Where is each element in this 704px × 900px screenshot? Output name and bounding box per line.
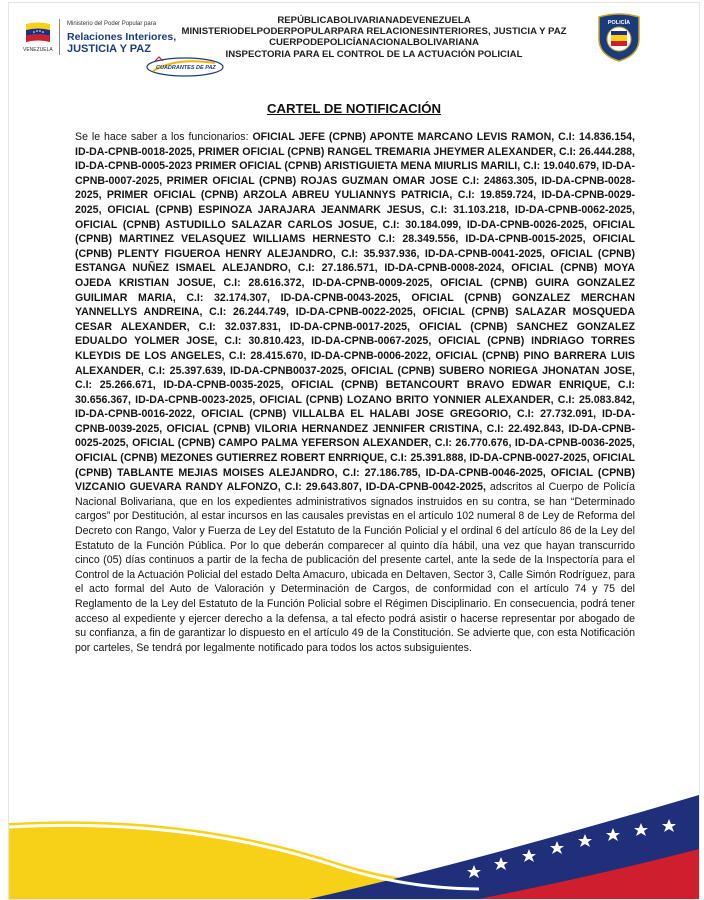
venezuela-flag-icon	[25, 21, 51, 43]
country-label: VENEZUELA	[23, 47, 53, 53]
ministry-name-line2: JUSTICIA Y PAZ	[67, 43, 151, 55]
ministry-name-line1: Relaciones Interiores,	[67, 31, 177, 43]
cuadrantes-label: CUADRANTES DE PAZ	[156, 65, 216, 71]
officers-list: OFICIAL JEFE (CPNB) APONTE MARCANO LEVIS RAMON, C.I: 14.836.154, ID-DA-CPNB-0018-2025, PRIMER OFICIAL (CPNB) RANGEL TREMARIA JHEYMER ALEXANDER, C.I: 26.444.288, ID-DA-CPNB-0005-2023 PRIMER OFICIAL (CPNB) ARISTIGUIETA MENA MIURLIS MARILI, C.I: 19.040.679, ID-DA-CPNB-0007-2025, PRIMER OFICIAL (CPNB) ROJAS GUZMAN OMAR JOSE C.I: 24863.305, ID-DA-CPNB-0028-2025, PRIMER OFICIAL (CPNB) ARZOLA ABREU YULIANNYS PATRICIA, C.I: 19.859.724, ID-DA-CPNB-0029-2025, OFICIAL (CPNB) ESPINOZA JARAJARA JEANMARK JESUS, C.I: 31.103.218, ID-DA-CPNB-0062-2025, OFICIAL (CPNB) ASTUDILLO SALAZAR CARLOS JOSUE, C.I: 30.184.099, ID-DA-CPNB-0026-2025, OFICIAL (CPNB) MARTINEZ VELASQUEZ WILLIAMS HERNESTO C.I: 28.349.556, ID-DA-CPNB-0015-2025, OFICIAL (CPNB) PLENTY FIGUEROA HENRY ALEJANDRO, C.I: 35.937.936, ID-DA-CPNB-0041-2025, OFICIAL (CPNB) ESTANGA NUÑEZ ISMAEL ALEJANDRO, C.I: 27.186.571, ID-DA-CPNB-0008-2024, OFICIAL (CPNB) MOYA OJEDA KRISTIAN JOSUE, C.I: 28.616.372, ID-DA-CPNB-0009-2025, OFICIAL (CPNB) GUIRA GONZALEZ GUILIMAR MARIA, C.I: 32.174.307, ID-DA-CPNB-0043-2025, OFICIAL (CPNB) GONZALEZ MERCHAN YANNELLYS ANDREINA, C.I: 26.244.749, ID-DA-CPNB-0022-2025, OFICIAL (CPNB) SALAZAR MOSQUEDA CESAR ALEXANDER, C.I: 32.037.831, ID-DA-CPNB-0017-2025, OFICIAL (CPNB) SANCHEZ GONZALEZ EDUALDO YOLMER JOSE, C.I: 30.810.423, ID-DA-CPNB-0067-2025, OFICIAL (CPNB) INDRIAGO TORRES KLEYDIS DE LOS ANGELES, C.I: 28.415.670, ID-DA-CPNB-0006-2022, OFICIAL (CPNB) PINO BARRERA LUIS ALEXANDER, C.I: 25.397.639, ID-DA-CPNB0037-2025, OFICIAL (CPNB) SUBERO NORIEGA JHONATAN JOSE, C.I: 25.266.671, ID-DA-CPNB-0035-2025, OFICIAL (CPNB) BETANCOURT BRAVO EDWAR ENRIQUE, C.I: 30.656.367, ID-DA-CPNB-0023-2025, OFICIAL (CPNB) LOZANO BRITO YONNIER ALEXANDER, C.I: 25.083.842, ID-DA-CPNB-0016-2022, OFICIAL (CPNB) VILLALBA EL HALABI JOSE GREGORIO, C.I: 27.732.091, ID-DA-CPNB-0039-2025, OFICIAL (CPNB) VILORIA HERNANDEZ JENNIFER CRISTINA, C.I: 22.492.843, ID-DA-CPNB-0025-2025, OFICIAL (CPNB) CAMPO PALMA YEFERSON ALEXANDER, C.I: 26.770.676, ID-DA-CPNB-0036-2025, OFICIAL (CPNB) MEZONES GUTIERREZ ROBERT ENRRIQUE, C.I: 25.391.888, ID-DA-CPNB-0027-2025, OFICIAL (CPNB) TABLANTE MEJIAS MOISES ALEJANDRO, C.I: 27.186.785, ID-DA-CPNB-0046-2025, OFICIAL (CPNB) VIZCANIO GUEVARA RANDY ALFONZO, C.I: 29.643.807, ID-DA-CPNB-0042-2025,	[75, 131, 635, 494]
letterhead-line-2: MINISTERIODELPODERPOPULARPARA RELACIONESINTERIORES, JUSTICIA Y PAZ	[181, 26, 567, 38]
document-title: CARTEL DE NOTIFICACIÓN	[266, 101, 442, 116]
letterhead-line-4: INSPECTORIA PARA EL CONTROL DE LA ACTUACIÓN POLICIAL	[225, 48, 523, 60]
notification-body	[75, 130, 635, 655]
letterhead-line-3: CUERPODEPOLICÍANACIONALBOLIVARIANA	[269, 37, 479, 49]
body-rest: adscritos al Cuerpo de Policía Nacional Bolivariana, que en los expedientes administrativos signados instruidos en su contra, se han “Determinado cargos” por Destitución, al estar incursos en las causales previstas en el artículo 102 numeral 8 de Ley de Reforma del Decreto con Rango, Valor y Fuerza de Ley del Estatuto de la Función Policial y el ordinal 6 del artículo 86 de la Ley del Estatuto de la Función Pública. Por lo que deberán comparecer al quinto día hábil, una vez que hayan transcurrido cinco (05) días continuos a partir de la fecha de publicación del presente cartel, ante la sede de la Inspectoría para el Control de la Actuación Policial del estado Delta Amacuro, ubicada en Deltaven, Sector 3, Calle Simón Rodríguez, para el acto formal del Auto de Valoración y Determinación de Cargos, de conformidad con el artículo 74 y 75 del Reglamento de la Ley del Estatuto de la Función Policial sobre el Régimen Disciplinario. En consecuencia, podrá tener acceso al expediente y ejercer derecho a la defensa, a tal efecto podrá asistir o hacerse representar por abogado de su confianza, a fin de garantizar lo dispuesto en el artículo 49 de la Constitución. Se advierte que, con esta Notificación por carteles, Se tendrá por legalmente notificado para todos los actos subsiguientes.	[75, 481, 635, 654]
letterhead	[169, 15, 579, 60]
badge-top-text: POLICÍA	[607, 20, 631, 26]
flag-swoosh-footer	[9, 793, 699, 899]
logo-divider	[59, 19, 60, 55]
police-badge-icon	[595, 13, 643, 63]
document-page	[8, 2, 700, 900]
body-intro: Se le hace saber a los funcionarios:	[75, 131, 253, 143]
ministry-small-text: Ministerio del Poder Popular para	[67, 21, 157, 27]
letterhead-line-1: REPÚBLICABOLIVARIANADEVENEZUELA	[277, 15, 471, 26]
